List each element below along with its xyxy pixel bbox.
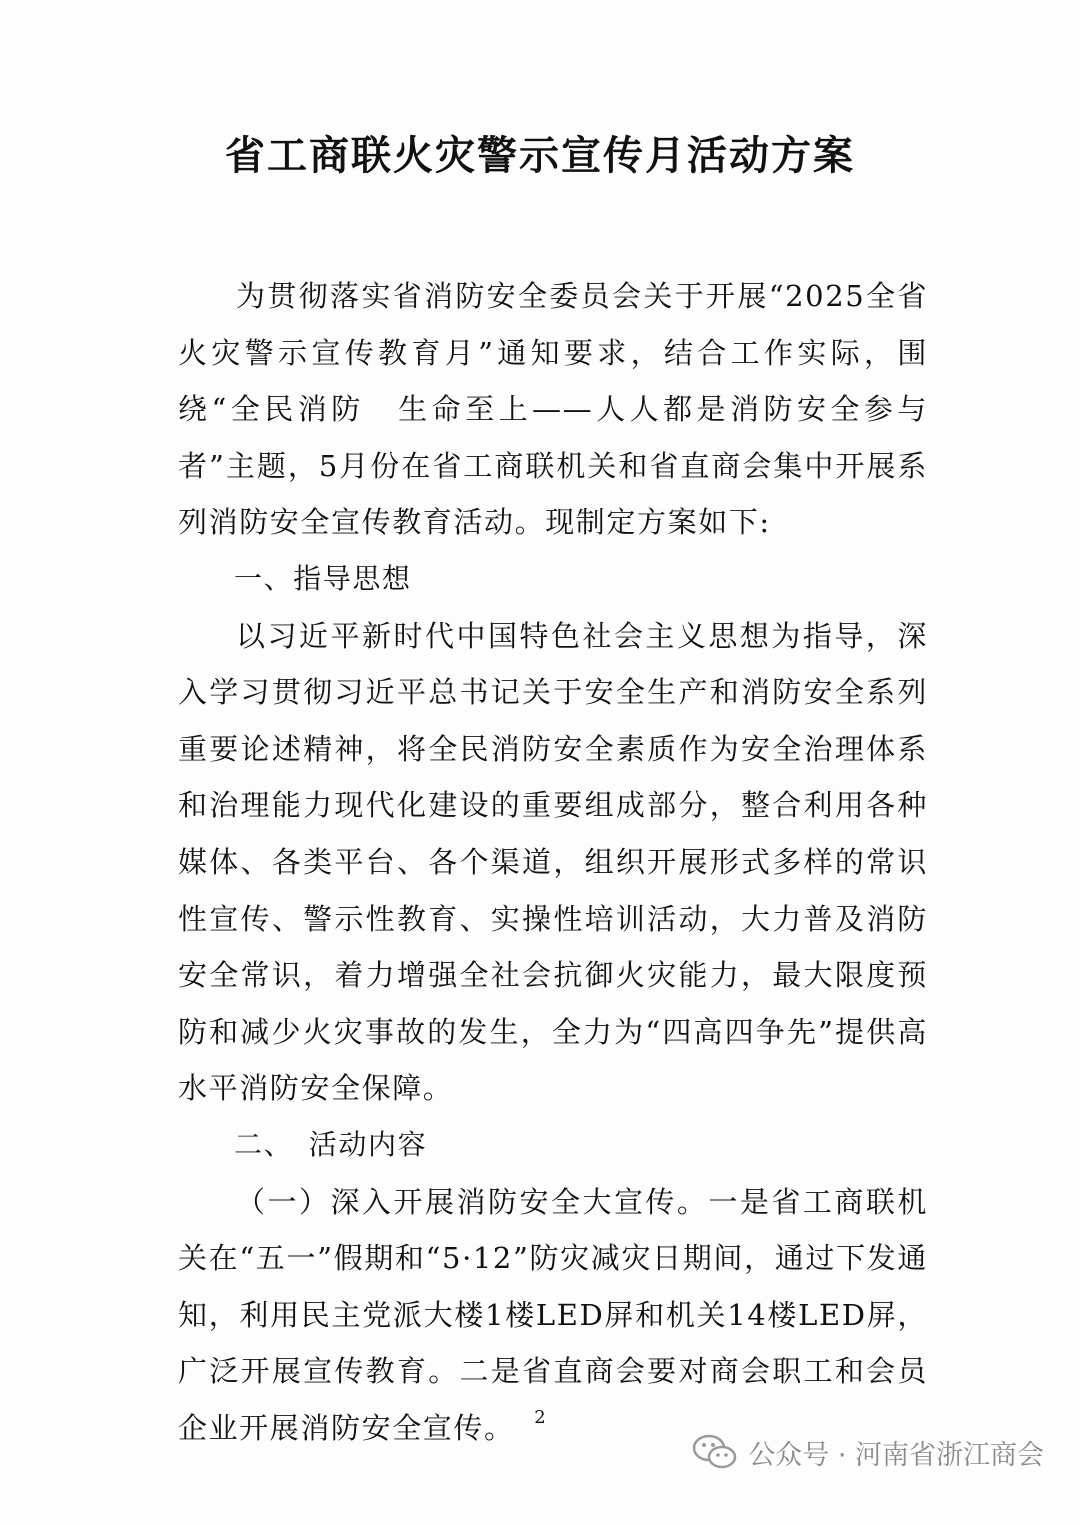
guiding-thought-paragraph: 以习近平新时代中国特色社会主义思想为指导，深入学习贯彻习近平总书记关于安全生产和消防安全系列重要论述精神，将全民消防安全素质作为安全治理体系和治理能力现代化建设的重要组成部分，整合利用各种媒体、各类平台、各个渠道，组织开展形式多样的常识性宣传、警示性教育、实操性培训活动，大力普及消防安全常识，着力增强全社会抗御火灾能力，最大限度预防和减少火灾事故的发生，全力为“四高四争先”提供高水平消防安全保障。 [178, 618, 928, 1106]
section-heading-guiding-thought: 一、指导思想 [234, 561, 412, 595]
wechat-icon [692, 1432, 738, 1472]
document-body [178, 268, 928, 1456]
document-title: 省工商联火灾警示宣传月活动方案 [225, 133, 855, 179]
section-heading-activities: 二、 活动内容 [234, 1127, 428, 1161]
watermark-text: 公众号 · 河南省浙江商会 [748, 1439, 1044, 1471]
activities-paragraph: （一）深入开展消防安全大宣传。一是省工商联机关在“五一”假期和“5·12”防灾减灾日期间，通过下发通知，利用民主党派大楼1楼LED屏和机关14楼LED屏，广泛开展宣传教育。二是省直商会要对商会职工和会员企业开展消防安全宣传。 [178, 1184, 928, 1445]
intro-paragraph: 为贯彻落实省消防安全委员会关于开展“2025全省火灾警示宣传教育月”通知要求，结合工作实际，围绕“全民消防 生命至上——人人都是消防安全参与者”主题，5月份在省工商联机关和省直商会集中开展系列消防安全宣传教育活动。现制定方案如下: [178, 279, 928, 540]
watermark [692, 1430, 1044, 1474]
page-number: 2 [534, 1407, 546, 1428]
